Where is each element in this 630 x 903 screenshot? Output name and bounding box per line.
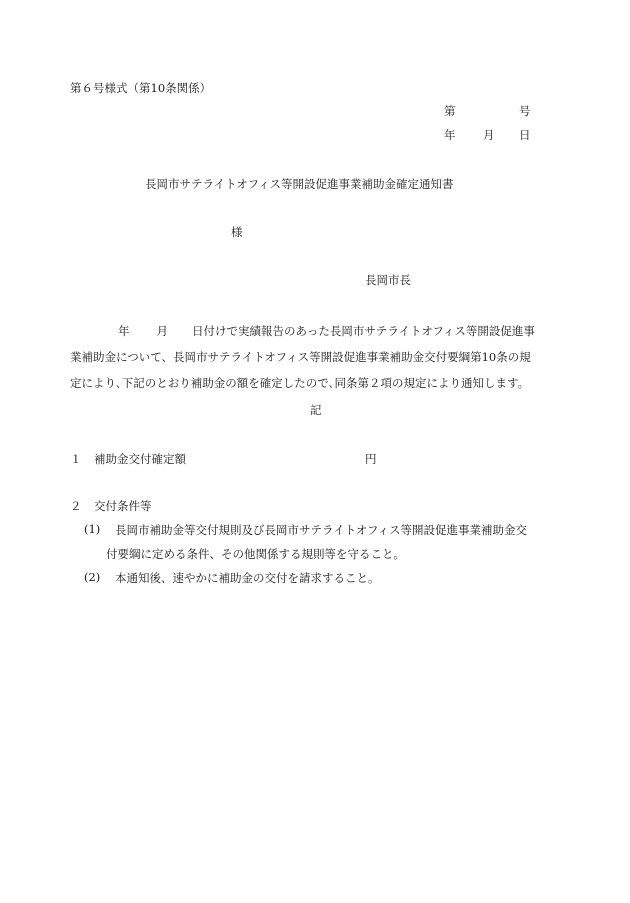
body-line-2: 業補助金について、長岡市サテライトオフィス等開設促進事業補助金交付要綱第10条の規	[70, 350, 531, 364]
ki-heading: 記	[310, 403, 322, 417]
addressee-suffix: 様	[231, 225, 243, 239]
item2-number: ２	[70, 499, 82, 513]
doc-date-year: 年	[444, 128, 456, 142]
sub1-line-1: 長岡市補助金等交付規則及び長岡市サテライトオフィス等開設促進事業補助金交	[115, 523, 528, 537]
sub1-line-2: 付要綱に定める条件、その他関係する規則等を守ること。	[106, 547, 405, 561]
notice-body	[70, 318, 565, 396]
body-year: 年	[118, 324, 130, 338]
doc-number-suffix: 号	[519, 104, 531, 118]
doc-date-day: 日	[519, 128, 531, 142]
body-line-1-rest: 日付けで実績報告のあった長岡市サテライトオフィス等開設促進事	[192, 324, 535, 338]
item1-number: １	[70, 452, 82, 466]
doc-number-prefix: 第	[444, 104, 456, 118]
sub2-text: 本通知後、速やかに補助金の交付を請求すること。	[115, 571, 380, 585]
sub2-number: (2)	[84, 570, 101, 584]
body-line-1	[70, 318, 565, 344]
issuer-name: 長岡市長	[365, 273, 411, 287]
document-title: 長岡市サテライトオフィス等開設促進事業補助金確定通知書	[145, 177, 454, 191]
body-line-3: 定により､下記のとおり補助金の額を確定したので､同条第２項の規定により通知します。	[70, 376, 530, 390]
item1-label: 補助金交付確定額	[94, 452, 186, 466]
sub1-number: (1)	[84, 522, 101, 536]
item2-label: 交付条件等	[94, 499, 152, 513]
doc-date-month: 月	[483, 128, 495, 142]
form-label: 第６号様式（第10条関係）	[70, 81, 212, 95]
item1-unit: 円	[365, 452, 377, 466]
body-month: 月	[156, 324, 168, 338]
